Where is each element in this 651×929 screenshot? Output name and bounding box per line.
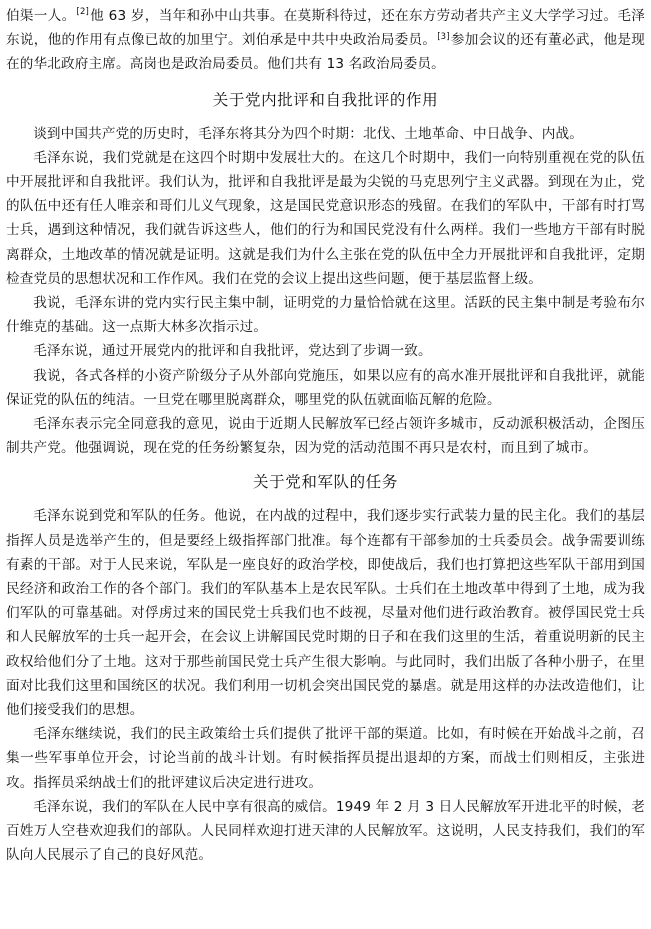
section1-paragraph-6: 毛泽东表示完全同意我的意见，说由于近期人民解放军已经占领许多城市，反动派积极活动，企图压制共产党。他强调说，现在党的任务纷繁复杂，因为党的活动范围不再只是农村，而且到了城市。	[6, 416, 645, 457]
section1-paragraph-2: 毛泽东说，我们党就是在这四个时期中发展壮大的。在这几个时期中，我们一向特别重视在党的队伍中开展批评和自我批评。我们认为，批评和自我批评是最为尖锐的马克思列宁主义武器。到现在为止，党的队伍中还有任人唯亲和哥们儿义气现象，这是国民党意识形态的残留。在我们的军队中，干部有时打骂士兵，遇到这种情况，我们就告诉这些人，他们的行为和国民党没有什么两样。我们一些地方干部有时脱离群众，土地改革的情况就是证明。这就是我们为什么主张在党的队伍中全力开展批评和自我批评，定期检查党员的思想状况和工作作风。我们在党的会议上提出这些问题，便于基层监督上级。	[6, 149, 645, 287]
section-heading-criticism: 关于党内批评和自我批评的作用	[212, 90, 439, 109]
section2-paragraph-1: 毛泽东说到党和军队的任务。他说，在内战的过程中，我们逐步实行武装力量的民主化。我们的基层指挥人员是选举产生的，但是要经上级指挥部门批准。每个连都有干部参加的士兵委员会。战争需要训练有素的干部。对于人民来说，军队是一座良好的政治学校，即使战后，我们也打算把这些军队干部用到国民经济和政治工作的各个部门。我们的军队基本上是农民军队。士兵们在土地改革中得到了土地，成为我们军队的可靠基础。对俘虏过来的国民党士兵我们也不歧视，尽量对他们进行政治教育。被俘国民党士兵和人民解放军的士兵一起开会，在会议上讲解国民党时期的日子和在我们这里的生活，着重说明新的民主政权给他们分了土地。这对于那些前国民党士兵产生很大影响。与此同时，我们出版了各种小册子，在里面对比我们这里和国统区的状况。我们利用一切机会突出国民党的暴虐。就是用这样的办法改造他们，让他们接受我们的思想。	[6, 508, 645, 719]
intro-text-c: 参加会议的还有董必武，他是现在的华北政府主席。高岗也是政治局委员。他们共有 13 名政治局委员。	[6, 32, 645, 73]
section1-paragraph-1: 谈到中国共产党的历史时，毛泽东将其分为四个时期：北伐、土地革命、中日战争、内战。	[33, 125, 583, 142]
intro-paragraph	[6, 4, 645, 77]
section2-paragraph-2: 毛泽东继续说，我们的民主政策给士兵们提供了批评干部的渠道。比如，有时候在开始战斗之前，召集一些军事单位开会，讨论当前的战斗计划。有时候指挥员提出退却的方案，而战士们则相反，主张进攻。指挥员采纳战士们的批评建议后决定进行进攻。	[6, 726, 645, 791]
section1-paragraph-4: 毛泽东说，通过开展党内的批评和自我批评，党达到了步调一致。	[33, 343, 432, 360]
intro-text-a: 伯渠一人。	[6, 8, 76, 24]
section2-paragraph-3: 毛泽东说，我们的军队在人民中享有很高的威信。1949 年 2 月 3 日人民解放军开进北平的时候，老百姓万人空巷欢迎我们的部队。人民同样欢迎打进天津的人民解放军。这说明，人民支持我们，我们的军队向人民展示了自己的良好风范。	[6, 798, 645, 864]
footnote-ref-2[interactable]: [2]	[76, 7, 89, 18]
footnote-ref-3[interactable]: [3]	[437, 31, 450, 42]
section1-paragraph-5: 我说，各式各样的小资产阶级分子从外部向党施压，如果以应有的高水准开展批评和自我批评，就能保证党的队伍的纯洁。一旦党在哪里脱离群众，哪里党的队伍就面临瓦解的危险。	[6, 367, 645, 408]
intro-text-b: 他 63 岁，当年和孙中山共事。在莫斯科待过，还在东方劳动者共产主义大学学习过。毛泽东说，他的作用有点像已故的加里宁。刘伯承是中共中央政治局委员。	[6, 8, 645, 49]
section-heading-party-army: 关于党和军队的任务	[253, 473, 398, 492]
section1-paragraph-3: 我说，毛泽东讲的党内实行民主集中制，证明党的力量恰恰就在这里。活跃的民主集中制是考验布尔什维克的基础。这一点斯大林多次指示过。	[6, 295, 645, 336]
